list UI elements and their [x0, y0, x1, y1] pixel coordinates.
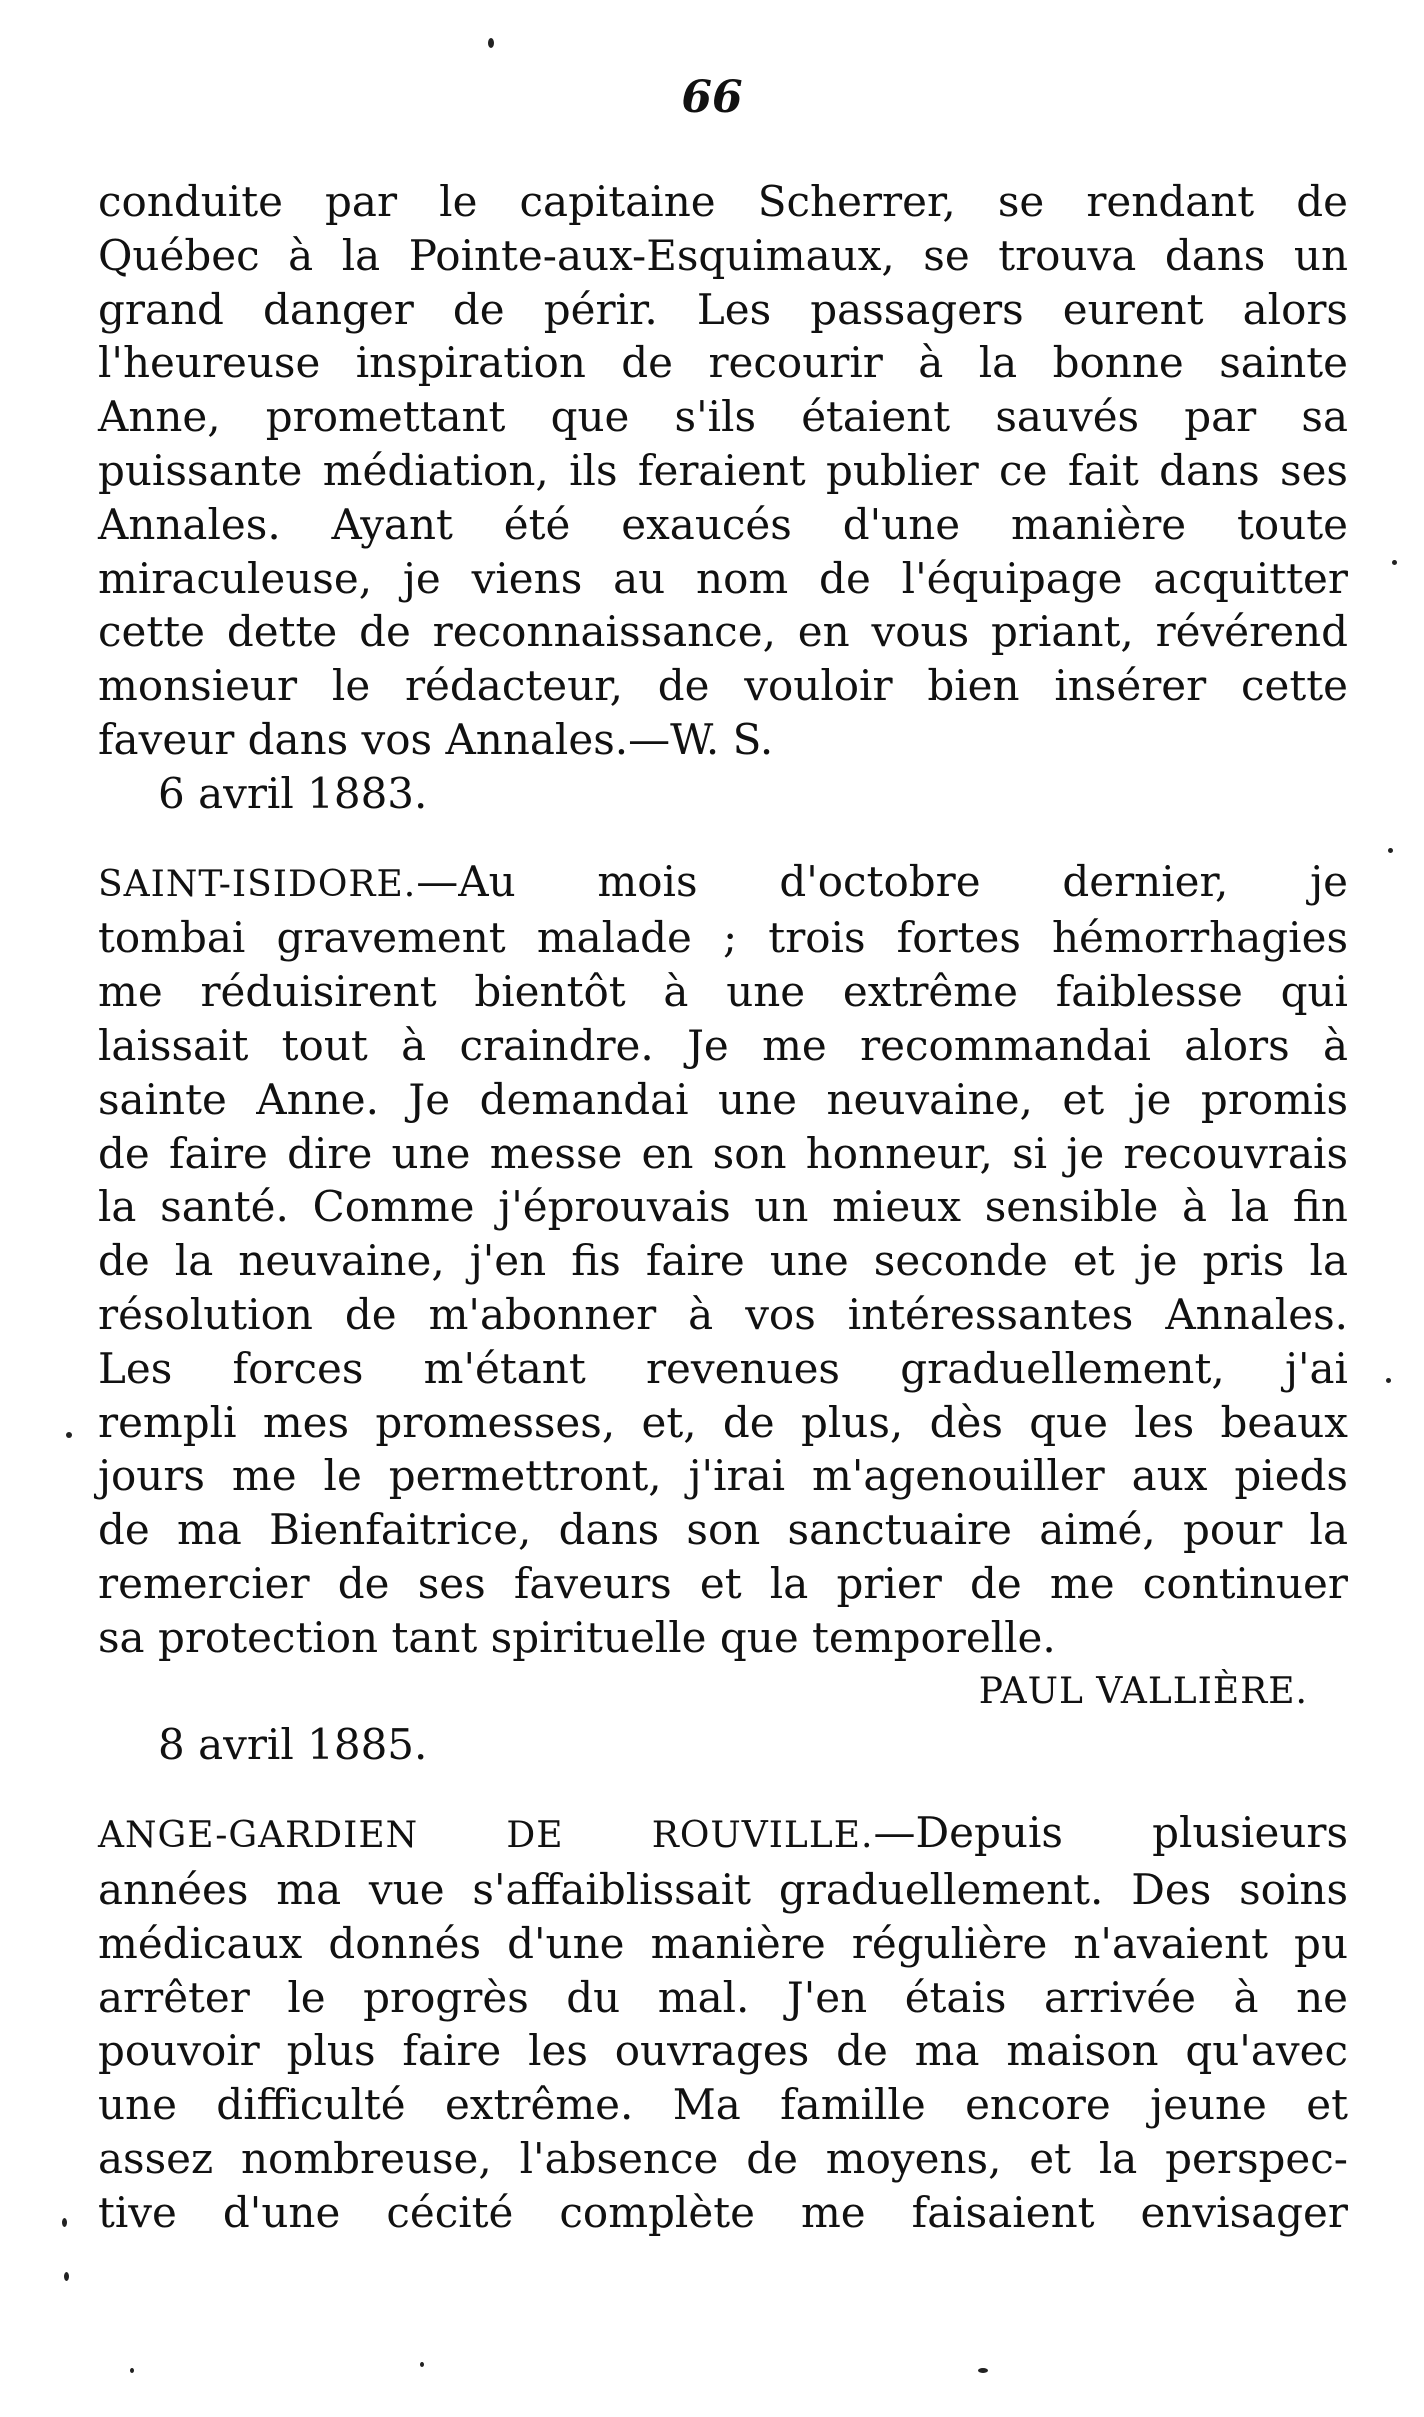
text-line: faveur dans vos Annales.—W. S.	[98, 714, 774, 764]
letter-date: 6 avril 1883.	[158, 768, 428, 818]
text-line: Les forces m'étant revenues graduellement, j'ai	[98, 1343, 1348, 1393]
paragraph-heading: SAINT-ISIDORE.	[98, 863, 417, 905]
text-line: conduite par le capitaine Scherrer, se rendant de	[98, 177, 1348, 226]
scan-speck	[62, 2218, 67, 2227]
paragraph-heading: ANGE-GARDIEN DE ROUVILLE.	[98, 1815, 874, 1857]
text-line: sainte Anne. Je demandai une neuvaine, et je promis	[98, 1074, 1348, 1124]
scan-speck	[1386, 1378, 1391, 1383]
scan-speck	[1392, 560, 1397, 565]
signature: PAUL VALLIÈRE.	[978, 1670, 1308, 1712]
text-line	[98, 1806, 1348, 1863]
heading-continuation: —Depuis plusieurs	[873, 1808, 1348, 1858]
text-line: Québec à la Pointe-aux-Esquimaux, se trouva dans un	[98, 230, 1348, 280]
paragraph-continuation	[98, 175, 1348, 821]
scan-speck	[1388, 848, 1393, 853]
text-line: de ma Bienfaitrice, dans son sanctuaire aimé, pour la	[98, 1505, 1348, 1555]
text-line: me réduisirent bientôt à une extrême faiblesse qui	[98, 967, 1348, 1017]
text-line: de la neuvaine, j'en fis faire une seconde et je pris la	[98, 1236, 1348, 1286]
text-line: arrêter le progrès du mal. J'en étais arrivée à ne	[98, 1972, 1348, 2022]
text-line: grand danger de périr. Les passagers eurent alors	[98, 284, 1348, 334]
text-line: médicaux donnés d'une manière régulière n'avaient pu	[98, 1918, 1348, 1968]
letter-date: 8 avril 1885.	[158, 1720, 428, 1770]
text-line: remercier de ses faveurs et la prier de me continuer	[98, 1558, 1348, 1608]
text-line: la santé. Comme j'éprouvais un mieux sensible à la fin	[98, 1182, 1348, 1232]
page-body	[98, 175, 1348, 2239]
scan-speck	[66, 1432, 72, 1438]
scan-speck	[420, 2362, 424, 2367]
text-line: une difficulté extrême. Ma famille encore jeune et	[98, 2080, 1348, 2130]
text-line: puissante médiation, ils feraient publier ce fait dans ses	[98, 445, 1348, 495]
text-line: sa protection tant spirituelle que temporelle.	[98, 1612, 1056, 1662]
paragraph-saint-isidore	[98, 855, 1348, 1773]
text-line: de faire dire une messe en son honneur, si je recouvrais	[98, 1128, 1348, 1178]
scan-speck	[488, 38, 494, 48]
heading-continuation: —Au mois d'octobre dernier, je	[416, 856, 1348, 906]
scan-speck	[64, 2272, 69, 2281]
text-line: années ma vue s'affaiblissait graduellement. Des soins	[98, 1864, 1348, 1914]
text-line: tombai gravement malade ; trois fortes hémorrhagies	[98, 913, 1348, 963]
text-line: pouvoir plus faire les ouvrages de ma maison qu'avec	[98, 2026, 1348, 2076]
paragraph-ange-gardien	[98, 1806, 1348, 2239]
text-line: Annales. Ayant été exaucés d'une manière toute	[98, 499, 1348, 549]
text-line: Anne, promettant que s'ils étaient sauvés par sa	[98, 392, 1348, 442]
text-line: cette dette de reconnaissance, en vous priant, révérend	[98, 607, 1348, 657]
scan-speck	[130, 2368, 134, 2373]
text-line: l'heureuse inspiration de recourir à la bonne sainte	[98, 338, 1348, 388]
text-line	[98, 855, 1348, 912]
page-number: 66	[681, 72, 743, 123]
text-line: rempli mes promesses, et, de plus, dès que les beaux	[98, 1397, 1348, 1447]
text-line: laissait tout à craindre. Je me recommandai alors à	[98, 1020, 1348, 1070]
text-line: résolution de m'abonner à vos intéressantes Annales.	[98, 1289, 1348, 1339]
text-line: monsieur le rédacteur, de vouloir bien insérer cette	[98, 661, 1348, 711]
text-line: assez nombreuse, l'absence de moyens, et la perspec-	[98, 2133, 1348, 2183]
text-line: jours me le permettront, j'irai m'agenouiller aux pieds	[98, 1451, 1348, 1501]
text-line: tive d'une cécité complète me faisaient envisager	[98, 2187, 1348, 2237]
scan-speck	[978, 2368, 988, 2373]
text-line: miraculeuse, je viens au nom de l'équipage acquitter	[98, 553, 1348, 603]
